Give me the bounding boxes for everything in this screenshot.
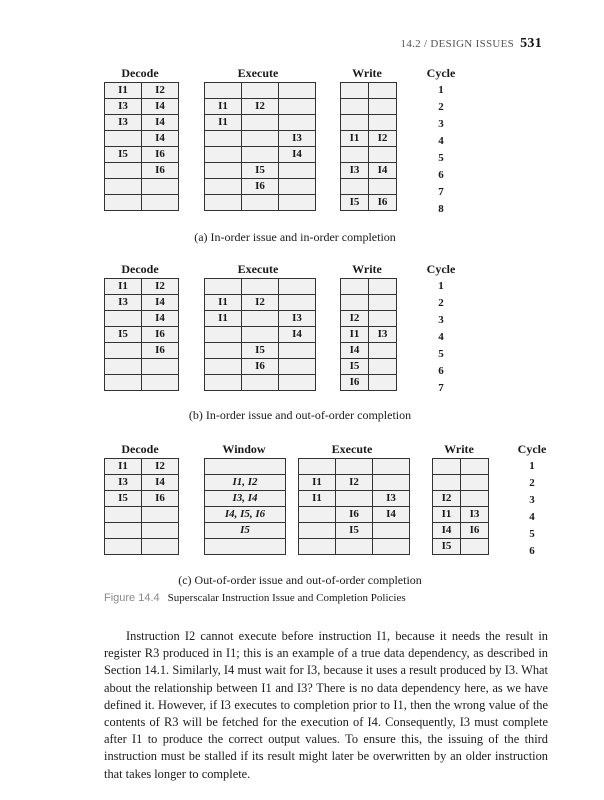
pipeline-cell — [105, 179, 142, 195]
pipeline-cell: I5 — [341, 359, 369, 375]
pipeline-cell: I5 — [433, 539, 461, 555]
pipeline-cell — [341, 179, 369, 195]
table-row — [341, 343, 397, 359]
pipeline-cell: I4 — [142, 295, 179, 311]
pipeline-cell — [369, 295, 397, 311]
pipeline-cell — [461, 491, 489, 507]
pipeline-cell: I1 — [341, 327, 369, 343]
write-header: Write — [444, 442, 474, 456]
pipeline-cell: I4 — [142, 475, 179, 491]
decode-table — [104, 278, 179, 391]
pipeline-cell — [369, 359, 397, 375]
pipeline-cell: I2 — [336, 475, 373, 491]
pipeline-cell: I5 — [341, 195, 369, 211]
cycle-number: 2 — [438, 101, 444, 113]
table-row — [341, 375, 397, 391]
table-row — [105, 295, 179, 311]
pipeline-cell — [341, 83, 369, 99]
cycle-number: 2 — [529, 477, 535, 489]
pipeline-cell — [369, 147, 397, 163]
pipeline-cell — [242, 115, 279, 131]
pipeline-cell — [205, 83, 242, 99]
pipeline-cell: I3 — [105, 475, 142, 491]
table-row — [433, 523, 489, 539]
table-row — [341, 327, 397, 343]
table-row — [341, 195, 397, 211]
pipeline-cell — [205, 539, 286, 555]
cycle-number: 2 — [438, 297, 444, 309]
pipeline-cell — [242, 195, 279, 211]
pipeline-cell — [279, 295, 316, 311]
pipeline-cell: I4 — [341, 343, 369, 359]
pipeline-cell — [105, 507, 142, 523]
pipeline-cell — [369, 83, 397, 99]
pipeline-cell: I3, I4 — [205, 491, 286, 507]
pipeline-cell — [341, 295, 369, 311]
table-row — [205, 523, 286, 539]
table-row — [105, 83, 179, 99]
execute-header: Execute — [237, 262, 279, 276]
cycle-number: 4 — [438, 135, 444, 147]
pipeline-cell: I5 — [205, 523, 286, 539]
pipeline-cell — [461, 539, 489, 555]
pipeline-cell — [205, 343, 242, 359]
pipeline-cell — [142, 195, 179, 211]
cycle-number: 7 — [438, 382, 444, 394]
section-label: 14.2 / DESIGN ISSUES — [400, 38, 515, 50]
pipeline-cell — [369, 279, 397, 295]
pipeline-cell: I4 — [373, 507, 410, 523]
figure-label: Figure 14.4 — [104, 592, 160, 604]
pipeline-cell — [279, 179, 316, 195]
cycle-number: 3 — [438, 314, 444, 326]
pipeline-cell — [142, 523, 179, 539]
table-row — [205, 163, 316, 179]
table-row — [105, 359, 179, 375]
pipeline-cell — [279, 115, 316, 131]
table-row — [105, 459, 179, 475]
pipeline-cell — [142, 375, 179, 391]
cycle-number: 4 — [529, 511, 535, 523]
pipeline-cell — [433, 459, 461, 475]
table-row — [205, 295, 316, 311]
pipeline-cell: I3 — [279, 131, 316, 147]
pipeline-cell — [142, 359, 179, 375]
table-row — [205, 179, 316, 195]
decode-header: Decode — [121, 262, 159, 276]
execute-table — [298, 458, 410, 555]
pipeline-cell — [205, 375, 242, 391]
pipeline-cell: I2 — [142, 279, 179, 295]
pipeline-cell: I1 — [433, 507, 461, 523]
cycle-number: 1 — [438, 84, 444, 96]
pipeline-cell — [142, 507, 179, 523]
pipeline-cell: I5 — [105, 327, 142, 343]
pipeline-cell: I3 — [105, 115, 142, 131]
table-row — [105, 475, 179, 491]
table-row — [205, 327, 316, 343]
pipeline-cell — [369, 375, 397, 391]
cycle-number: 1 — [529, 460, 535, 472]
table-row — [299, 475, 410, 491]
decode-header: Decode — [121, 442, 159, 456]
pipeline-cell: I5 — [242, 343, 279, 359]
table-row — [299, 491, 410, 507]
table-row — [105, 131, 179, 147]
cycle-number: 3 — [529, 494, 535, 506]
pipeline-cell — [279, 375, 316, 391]
pipeline-cell — [242, 279, 279, 295]
pipeline-cell: I2 — [242, 99, 279, 115]
pipeline-cell — [279, 163, 316, 179]
cycle-header: Cycle — [517, 442, 547, 456]
pipeline-cell — [373, 539, 410, 555]
table-row — [299, 459, 410, 475]
table-row — [341, 131, 397, 147]
pipeline-cell — [373, 459, 410, 475]
pipeline-cell: I1 — [299, 491, 336, 507]
pipeline-cell: I4 — [279, 147, 316, 163]
pipeline-cell — [369, 311, 397, 327]
cycle-number: 1 — [438, 280, 444, 292]
write-table — [432, 458, 489, 555]
pipeline-cell — [279, 279, 316, 295]
pipeline-cell — [205, 327, 242, 343]
cycle-number: 7 — [438, 186, 444, 198]
pipeline-cell: I2 — [142, 83, 179, 99]
window-header: Window — [222, 442, 266, 456]
pipeline-cell: I6 — [336, 507, 373, 523]
pipeline-cell: I1 — [205, 311, 242, 327]
pipeline-cell — [461, 475, 489, 491]
table-row — [433, 491, 489, 507]
pipeline-cell — [105, 375, 142, 391]
execute-header: Execute — [331, 442, 373, 456]
table-row — [341, 311, 397, 327]
pipeline-cell: I4 — [433, 523, 461, 539]
pipeline-cell: I6 — [341, 375, 369, 391]
pipeline-cell — [341, 99, 369, 115]
pipeline-cell: I6 — [142, 491, 179, 507]
pipeline-cell: I1 — [205, 115, 242, 131]
pipeline-cell — [279, 83, 316, 99]
pipeline-cell: I2 — [433, 491, 461, 507]
pipeline-cell — [242, 311, 279, 327]
pipeline-cell — [205, 179, 242, 195]
pipeline-cell — [142, 539, 179, 555]
pipeline-cell: I4 — [279, 327, 316, 343]
pipeline-cell: I3 — [369, 327, 397, 343]
pipeline-cell: I6 — [369, 195, 397, 211]
pipeline-cell: I3 — [461, 507, 489, 523]
table-row — [105, 115, 179, 131]
pipeline-cell — [369, 115, 397, 131]
cycle-number: 5 — [529, 528, 535, 540]
pipeline-cell: I1 — [205, 99, 242, 115]
pipeline-cell: I6 — [242, 359, 279, 375]
pipeline-cell — [242, 375, 279, 391]
pipeline-cell — [105, 539, 142, 555]
pipeline-cell: I4 — [142, 131, 179, 147]
pipeline-cell — [299, 459, 336, 475]
table-row — [105, 99, 179, 115]
pipeline-cell — [105, 311, 142, 327]
pipeline-cell: I6 — [142, 147, 179, 163]
pipeline-cell — [299, 507, 336, 523]
pipeline-cell: I1 — [299, 475, 336, 491]
cycle-number: 4 — [438, 331, 444, 343]
table-row — [205, 99, 316, 115]
decode-header: Decode — [121, 66, 159, 80]
table-row — [105, 179, 179, 195]
table-row — [105, 147, 179, 163]
page-number: 531 — [520, 36, 542, 51]
figure-title: Superscalar Instruction Issue and Completion Policies — [167, 592, 406, 604]
table-row — [205, 375, 316, 391]
cycle-number: 6 — [438, 365, 444, 377]
body-paragraph: Instruction I2 cannot execute before instruction I1, because it needs the result in register R3 produced in I1; this is an example of a true data dependency, as described in Section 14.1. Similarly, I4 must wait for I3, because it uses a result produced by I3. What about the relationship between I1 and I3? There is no data dependency here, as we have defined it. However, if I3 executes to completion prior to I1, then the wrong value of the contents of R3 will be fetched for the execution of I4. Consequently, I3 must complete after I1 to produce the correct output values. To ensure this, the issuing of the third instruction must be stalled if its result might later be overwritten by an older instruction that takes longer to complete. — [104, 629, 548, 781]
table-row — [433, 475, 489, 491]
pipeline-cell: I1 — [105, 279, 142, 295]
table-row — [341, 99, 397, 115]
pipeline-cell — [205, 163, 242, 179]
page-header — [401, 36, 542, 52]
table-row — [205, 147, 316, 163]
pipeline-cell — [336, 539, 373, 555]
pipeline-cell — [205, 359, 242, 375]
table-row — [341, 83, 397, 99]
table-row — [205, 83, 316, 99]
write-header: Write — [352, 262, 382, 276]
table-row — [105, 507, 179, 523]
pipeline-cell: I3 — [105, 295, 142, 311]
pipeline-cell — [242, 147, 279, 163]
pipeline-cell: I6 — [142, 343, 179, 359]
write-header: Write — [352, 66, 382, 80]
pipeline-cell — [369, 99, 397, 115]
table-row — [205, 195, 316, 211]
pipeline-cell — [205, 279, 242, 295]
pipeline-cell — [242, 131, 279, 147]
pipeline-cell — [205, 147, 242, 163]
table-row — [105, 343, 179, 359]
table-row — [433, 459, 489, 475]
pipeline-cell — [105, 343, 142, 359]
table-row — [105, 539, 179, 555]
cycle-header: Cycle — [426, 66, 456, 80]
cycle-number: 5 — [438, 152, 444, 164]
pipeline-cell — [373, 475, 410, 491]
execute-table — [204, 278, 316, 391]
pipeline-cell: I3 — [279, 311, 316, 327]
decode-table — [104, 82, 179, 211]
pipeline-cell — [142, 179, 179, 195]
pipeline-cell — [279, 195, 316, 211]
pipeline-cell: I5 — [242, 163, 279, 179]
pipeline-cell: I4 — [142, 311, 179, 327]
table-row — [205, 491, 286, 507]
pipeline-cell: I2 — [341, 311, 369, 327]
cycle-number: 3 — [438, 118, 444, 130]
pipeline-cell: I3 — [373, 491, 410, 507]
pipeline-cell — [242, 327, 279, 343]
subfigure-caption: (c) Out-of-order issue and out-of-order completion — [178, 573, 422, 587]
table-row — [299, 523, 410, 539]
pipeline-cell: I4 — [369, 163, 397, 179]
pipeline-cell: I5 — [105, 147, 142, 163]
pipeline-cell: I6 — [142, 163, 179, 179]
table-row — [105, 279, 179, 295]
cycle-number: 8 — [438, 203, 444, 215]
pipeline-cell — [105, 131, 142, 147]
table-row — [205, 459, 286, 475]
pipeline-cell — [299, 523, 336, 539]
cycle-number: 6 — [529, 545, 535, 557]
table-row — [341, 163, 397, 179]
table-row — [205, 343, 316, 359]
pipeline-cell — [341, 147, 369, 163]
pipeline-cell — [105, 195, 142, 211]
cycle-header: Cycle — [426, 262, 456, 276]
table-row — [105, 375, 179, 391]
table-row — [105, 491, 179, 507]
pipeline-cell: I1 — [105, 83, 142, 99]
pipeline-cell — [205, 459, 286, 475]
pipeline-cell: I2 — [242, 295, 279, 311]
table-row — [105, 327, 179, 343]
pipeline-cell — [341, 115, 369, 131]
pipeline-cell: I1 — [105, 459, 142, 475]
table-row — [205, 539, 286, 555]
pipeline-cell — [279, 99, 316, 115]
execute-header: Execute — [237, 66, 279, 80]
pipeline-cell — [433, 475, 461, 491]
table-row — [299, 507, 410, 523]
pipeline-cell — [279, 343, 316, 359]
pipeline-cell: I4 — [142, 99, 179, 115]
pipeline-cell: I4 — [142, 115, 179, 131]
pipeline-cell: I6 — [461, 523, 489, 539]
pipeline-cell — [279, 359, 316, 375]
figure-caption — [104, 592, 406, 604]
pipeline-cell — [105, 163, 142, 179]
pipeline-cell — [299, 539, 336, 555]
decode-table — [104, 458, 179, 555]
pipeline-cell: I1, I2 — [205, 475, 286, 491]
pipeline-cell: I1 — [341, 131, 369, 147]
subfigure-caption: (a) In-order issue and in-order completion — [194, 230, 396, 244]
pipeline-cell: I6 — [242, 179, 279, 195]
table-row — [205, 131, 316, 147]
window-table — [204, 458, 286, 555]
pipeline-cell — [205, 195, 242, 211]
pipeline-cell — [369, 179, 397, 195]
pipeline-cell — [373, 523, 410, 539]
pipeline-cell — [369, 343, 397, 359]
pipeline-cell — [205, 131, 242, 147]
pipeline-cell: I6 — [142, 327, 179, 343]
table-row — [105, 311, 179, 327]
table-row — [205, 115, 316, 131]
table-row — [299, 539, 410, 555]
write-table — [340, 278, 397, 391]
table-row — [205, 475, 286, 491]
pipeline-cell — [105, 359, 142, 375]
execute-table — [204, 82, 316, 211]
table-row — [205, 359, 316, 375]
table-row — [341, 147, 397, 163]
pipeline-cell — [461, 459, 489, 475]
pipeline-cell — [242, 83, 279, 99]
table-row — [105, 195, 179, 211]
pipeline-cell: I3 — [341, 163, 369, 179]
pipeline-cell: I5 — [336, 523, 373, 539]
table-row — [341, 179, 397, 195]
table-row — [105, 163, 179, 179]
table-row — [105, 523, 179, 539]
cycle-number: 6 — [438, 169, 444, 181]
pipeline-cell — [336, 491, 373, 507]
pipeline-cell — [341, 279, 369, 295]
pipeline-cell: I2 — [369, 131, 397, 147]
table-row — [433, 507, 489, 523]
table-row — [433, 539, 489, 555]
pipeline-cell — [336, 459, 373, 475]
pipeline-cell: I4, I5, I6 — [205, 507, 286, 523]
table-row — [341, 359, 397, 375]
pipeline-cell — [105, 523, 142, 539]
table-row — [341, 115, 397, 131]
table-row — [341, 295, 397, 311]
table-row — [205, 507, 286, 523]
pipeline-cell: I1 — [205, 295, 242, 311]
pipeline-cell: I3 — [105, 99, 142, 115]
table-row — [205, 311, 316, 327]
pipeline-cell: I2 — [142, 459, 179, 475]
write-table — [340, 82, 397, 211]
table-row — [205, 279, 316, 295]
table-row — [341, 279, 397, 295]
pipeline-cell: I5 — [105, 491, 142, 507]
subfigure-caption: (b) In-order issue and out-of-order completion — [188, 408, 412, 422]
cycle-number: 5 — [438, 348, 444, 360]
